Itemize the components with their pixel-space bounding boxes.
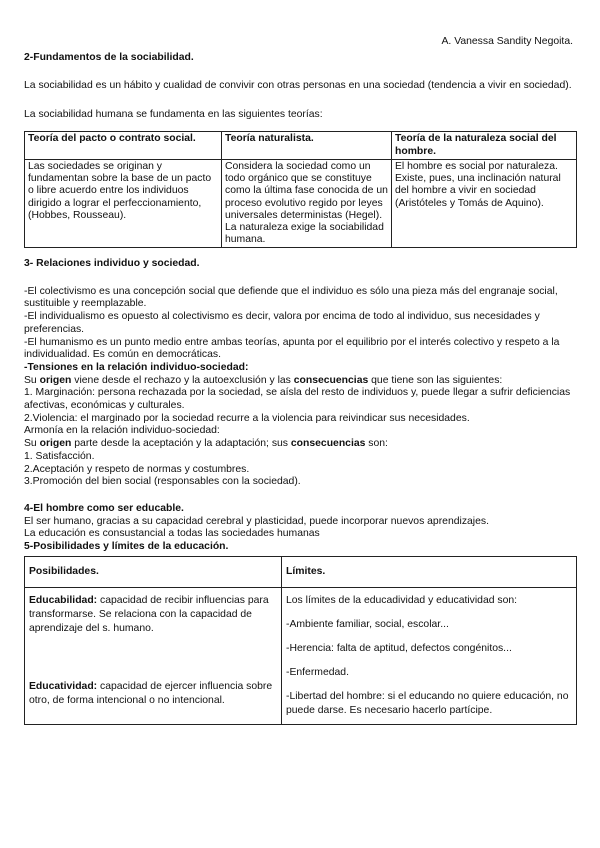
- table-header: Teoría de la naturaleza social del hombre.: [392, 132, 577, 159]
- tensiones-title: [24, 362, 577, 375]
- table-header: Teoría naturalista.: [222, 132, 392, 159]
- document-page: [24, 52, 577, 725]
- text: viene desde el rechazo y la autoexclusión y las: [71, 374, 294, 386]
- limit-item: -Ambiente familiar, social, escolar...: [286, 618, 449, 630]
- text: son:: [365, 438, 388, 450]
- table-header: Límites.: [282, 556, 577, 587]
- text: parte desde la aceptación y la adaptación; sus: [71, 438, 291, 450]
- limit-item: -Herencia: falta de aptitud, defectos congénitos...: [286, 642, 512, 654]
- cell-text-extra: La naturaleza exige la sociabilidad humana.: [225, 221, 384, 246]
- table-header: Teoría del pacto o contrato social.: [25, 132, 222, 159]
- armonia-title: Armonía en la relación individuo-sociedad:: [24, 425, 220, 437]
- section-4-line: La educación es consustancial a todas las sociedades humanas: [24, 528, 320, 540]
- term: Educabilidad:: [29, 594, 98, 606]
- table-cell: [222, 159, 392, 247]
- section-3-title: 3- Relaciones individuo y sociedad.: [24, 258, 200, 270]
- author-name: A. Vanessa Sandity Negoita.: [441, 36, 573, 47]
- tensiones-item: 1. Marginación: persona rechazada por la sociedad, se aísla del resto de individuos y, puede llegar a sufrir deficiencias afectivas, económicas y culturales.: [24, 387, 571, 412]
- table-header-row: [25, 132, 577, 159]
- tensiones-item: 2.Violencia: el marginado por la sociedad recurre a la violencia para reivindicar sus necesidades.: [24, 412, 470, 424]
- text: Su: [24, 374, 40, 386]
- limit-item: -Libertad del hombre: si el educando no quiere educación, no puede darse. Es necesario hacerlo partícipe.: [286, 690, 569, 716]
- armonia-item: 2.Aceptación y respeto de normas y costumbres.: [24, 463, 250, 475]
- section-2-para-2: La sociabilidad humana se fundamenta en las siguientes teorías:: [24, 108, 323, 120]
- section-4-line: El ser humano, gracias a su capacidad cerebral y plasticidad, puede incorporar nuevos aprendizajes.: [24, 515, 489, 527]
- definition: capacidad de ejercer influencia sobre otro, de forma intencional o no intencional.: [29, 680, 273, 706]
- educabilidad: [29, 594, 277, 636]
- armonia-item: 3.Promoción del bien social (responsables con la sociedad).: [24, 476, 301, 488]
- bold-text: consecuencias: [290, 438, 366, 450]
- limits-cell: [282, 587, 577, 724]
- armonia-intro: [24, 438, 577, 451]
- text: que tiene son las siguientes:: [368, 374, 503, 386]
- table-row: [25, 159, 577, 247]
- bold-text: origen: [39, 438, 72, 450]
- table-cell: Las sociedades se originan y fundamentan sobre la base de un pacto o libre acuerdo entre los individuos dirigido a lograr el perfeccionamiento, (Hobbes, Rousseau).: [25, 159, 222, 247]
- section-5-title: 5-Posibilidades y límites de la educación.: [24, 541, 229, 553]
- possibilities-cell: [25, 587, 282, 724]
- table-row: [25, 587, 577, 724]
- section-3-line: -El humanismo es un punto medio entre ambas teorías, apunta por el equilibrio por el interés colectivo y respeto a la individualidad. Es común en democráticas.: [24, 336, 560, 361]
- term: Educatividad:: [29, 680, 98, 692]
- table-cell: El hombre es social por naturaleza. Existe, pues, una inclinación natural del hombre a vivir en sociedad (Aristóteles y Tomás de Aquino).: [392, 159, 577, 247]
- theories-table: [24, 131, 577, 248]
- table-header: Posibilidades.: [25, 556, 282, 587]
- section-4-title: 4-El hombre como ser educable.: [24, 502, 184, 514]
- limit-item: -Enfermedad.: [286, 666, 349, 678]
- bold-text: origen: [39, 374, 72, 386]
- tensiones-intro: [24, 375, 577, 388]
- bold-text: consecuencias: [293, 374, 369, 386]
- armonia-item: 1. Satisfacción.: [24, 450, 95, 462]
- section-2-title: 2-Fundamentos de la sociabilidad.: [24, 52, 194, 63]
- education-table: [24, 556, 577, 725]
- text: Su: [24, 438, 40, 450]
- educatividad: [29, 680, 277, 708]
- tensiones-heading: -Tensiones en la relación individuo-sociedad:: [24, 361, 249, 373]
- table-header-row: [25, 556, 577, 587]
- section-2-para-1: La sociabilidad es un hábito y cualidad de convivir con otras personas en una sociedad (tendencia a vivir en sociedad).: [24, 80, 572, 92]
- section-3-line: -El colectivismo es una concepción social que defiende que el individuo es sólo una pieza más del engranaje social, sustituible y reemplazable.: [24, 285, 558, 310]
- limit-item: Los límites de la educadividad y educatividad son:: [286, 594, 518, 606]
- cell-text: Considera la sociedad como un todo orgánico que se constituye como la última fase conocida de un proceso evolutivo regido por leyes universales deterministas (Hegel).: [225, 160, 388, 221]
- definition: capacidad de recibir influencias para transformarse. Se relaciona con la capacidad de aprendizaje del s. humano.: [29, 594, 269, 634]
- section-3-line: -El individualismo es opuesto al colectivismo es decir, valora por encima de todo al individuo, sus necesidades y preferencias.: [24, 311, 540, 335]
